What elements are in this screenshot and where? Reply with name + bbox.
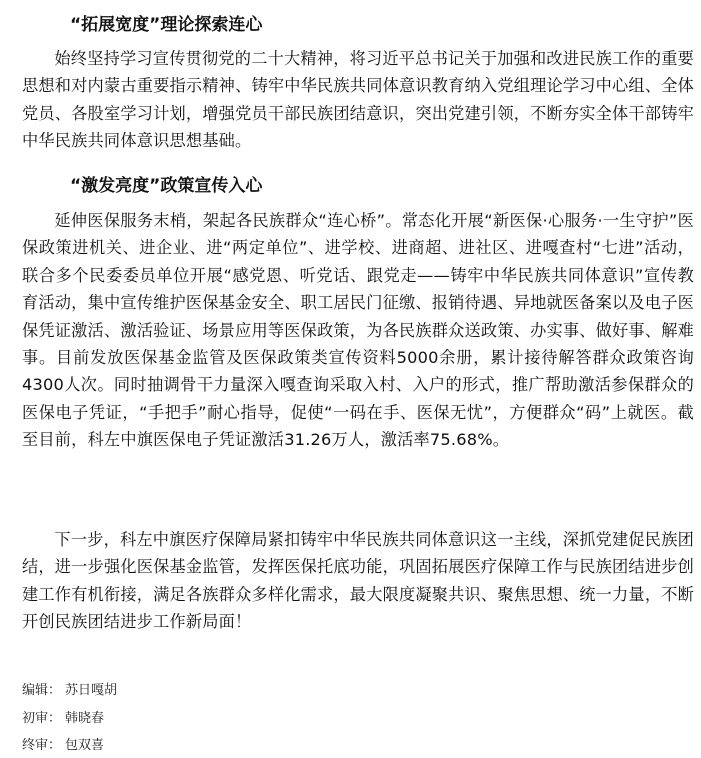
credit-editor-label: 编辑： xyxy=(22,683,62,698)
credit-first-review-label: 初审： xyxy=(22,711,62,726)
section-body-theory: 始终坚持学习宣传贯彻党的二十大精神，将习近平总书记关于加强和改进民族工作的重要思想和对内蒙古重要指示精神、铸牢中华民族共同体意识教育纳入党组理论学习中心组、全体党员、各股室学习计划，增强党员干部民族团结意识，突出党建引领，不断夯实全体干部铸牢中华民族共同体意识思想基础。 xyxy=(22,49,694,151)
credit-editor-name: 苏日嘎胡 xyxy=(65,683,118,698)
section-body-policy: 延伸医保服务末梢，架起各民族群众“连心桥”。常态化开展“新医保·心服务·一生守护”医保政策进机关、进企业、进“两定单位”、进学校、进商超、进社区、进嘎查村“七进”活动，联合多个民委委员单位开展“感党恩、听党话、跟党走——铸牢中华民族共同体意识”宣传教育活动，集中宣传维护医保基金安全、职工居民门征缴、报销待遇、异地就医备案以及电子医保凭证激活、激活验证、场景应用等医保政策，为各民族群众送政策、办实事、做好事、解难事。目前发放医保基金监管及医保政策类宣传资料5000余册，累计接待解答群众政策咨询4300人次。同时抽调骨干力量深入嘎查询采取入村、入户的形式，推广帮助激活参保群众的医保电子凭证，“手把手”耐心指导，促使“一码在手、医保无忧”，方便群众“码”上就医。截至目前，科左中旗医保电子凭证激活31.26万人，激活率75.68%。 xyxy=(22,211,694,450)
section-heading-policy: “激发亮度”政策宣传入心 xyxy=(70,176,263,196)
credit-first-review-name: 韩晓春 xyxy=(65,711,105,726)
credit-final-review xyxy=(22,737,104,755)
credit-final-review-label: 终审： xyxy=(22,738,62,753)
credit-editor xyxy=(22,682,117,700)
closing-paragraph: 下一步，科左中旗医疗保障局紧扣铸牢中华民族共同体意识这一主线，深抓党建促民族团结，进一步强化医保基金监管，发挥医保托底功能，巩固拓展医疗保障工作与民族团结进步创建工作有机衔接，满足各族群众多样化需求，最大限度凝聚共识、聚焦思想、统一力量，不断开创民族团结进步工作新局面！ xyxy=(22,530,694,632)
credit-final-review-name: 包双喜 xyxy=(65,738,105,753)
section-heading-theory: “拓展宽度”理论探索连心 xyxy=(70,15,263,35)
credit-first-review xyxy=(22,710,104,728)
